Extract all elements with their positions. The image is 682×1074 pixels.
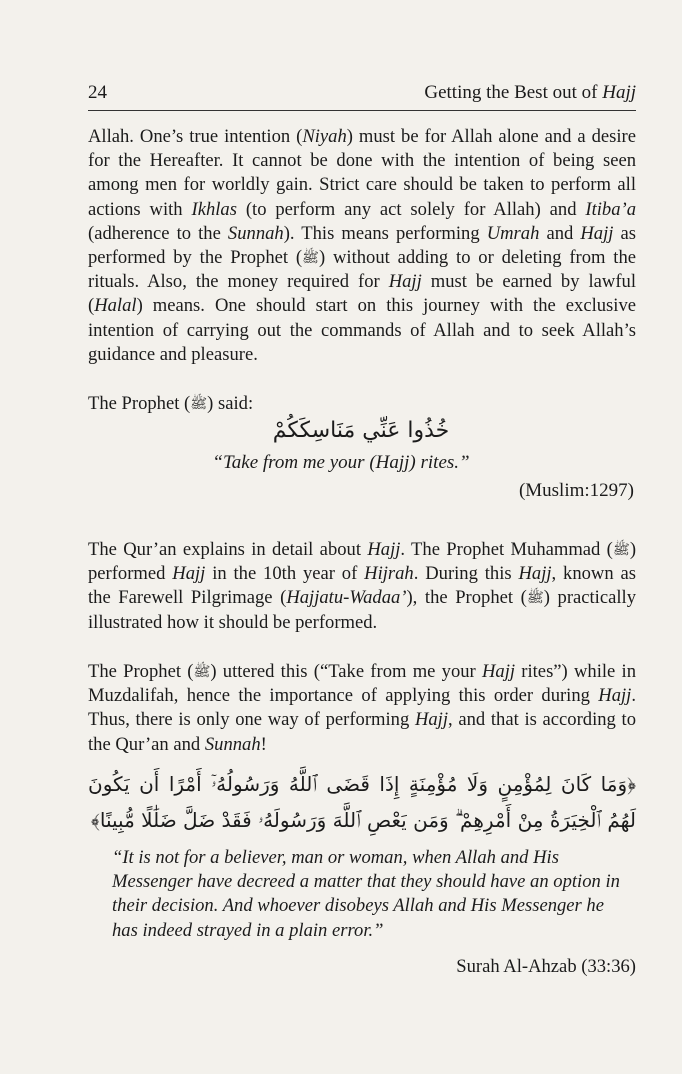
paragraph-text: The Qur’an explains in detail about Hajj. The Prophet Muhammad (ﷺ) performed Hajj in the 10th year of Hijrah. During this Hajj, known as the Farewell Pilgrimage (Hajjatu-Wadaa’), the Prophet (ﷺ) practically illustrated how it should be performed. — [88, 539, 637, 633]
italic-term: Itiba’a — [585, 198, 636, 220]
header-rule — [88, 110, 636, 111]
italic-term: Halal — [94, 295, 137, 317]
italic-term: Hajj — [414, 709, 448, 731]
paragraph-quran-explains — [88, 538, 636, 635]
salutation-glyph: ﷺ — [190, 396, 208, 412]
hadith-source: (Muslim:1297) — [518, 480, 634, 501]
paragraph-text: The Prophet (ﷺ) uttered this (“Take from me your Hajj rites”) while in Muzdalifah, hence the importance of applying this order during Hajj. Thus, there is only one way of performing Hajj, and that is according to the Qur’an and Sunnah! — [88, 661, 636, 755]
paragraph-text: The Prophet (ﷺ) said: — [88, 393, 254, 414]
salutation-glyph: ﷺ — [612, 542, 630, 558]
paragraph-text: Allah. One’s true intention (Niyah) must be for Allah alone and a desire for the Hereafter. It cannot be done with the intention of being seen among men for worldly gain. Strict care should be taken to perform all actions with Ikhlas (to perform any act solely for Allah) and Itiba’a (adherence to the Sunnah). This means performing Umrah and Hajj as performed by the Prophet (ﷺ) without adding to or deleting from the rituals. Also, the money required for Hajj must be earned by lawful (Halal) means. One should start on this journey with the exclusive intention of carrying out the commands of Allah and to seek Allah’s guidance and pleasure. — [88, 126, 637, 365]
italic-term: Sunnah — [204, 733, 261, 755]
salutation-glyph: ﷺ — [302, 250, 319, 267]
salutation-glyph: ﷺ — [526, 590, 544, 607]
paragraph-intention — [88, 125, 636, 367]
italic-term: Hajj — [481, 661, 516, 682]
italic-term: Hajj — [518, 563, 552, 585]
italic-term: Hijrah — [364, 563, 414, 585]
italic-term: Hajj — [388, 271, 422, 293]
paragraph-muzdalifah — [88, 660, 636, 757]
italic-term: Hajj — [580, 222, 614, 244]
page-number: 24 — [88, 82, 107, 103]
italic-term: Niyah — [302, 126, 347, 147]
italic-term: Hajj — [598, 685, 632, 707]
ayah-arabic: ﴿وَمَا كَانَ لِمُؤْمِنٍ وَلَا مُؤْمِنَةٍ إِذَا قَضَى ٱللَّهُ وَرَسُولُهُۥٓ أَمْرًا أَن يَكُونَ لَهُمُ ٱلْخِيَرَةُ مِنْ أَمْرِهِمْ ۗ وَمَن يَعْصِ ٱللَّهَ وَرَسُولَهُۥ فَقَدْ ضَلَّ ضَلَٰلًا مُّبِينًا﴾ — [88, 772, 636, 832]
italic-term: Umrah — [486, 222, 540, 244]
prophet-said-line — [88, 392, 636, 416]
page-header — [88, 82, 636, 104]
salutation-glyph: ﷺ — [193, 664, 211, 680]
italic-term: Hajj — [172, 563, 206, 585]
italic-term: Ikhlas — [191, 198, 237, 220]
italic-term: Hajj — [367, 539, 401, 560]
ayah-translation: “It is not for a believer, man or woman, when Allah and His Messenger have decreed a matter that they should have an option in their decision. And whoever disobeys Allah and His Messenger he has indeed strayed in a plain error.” — [112, 847, 620, 941]
italic-term: Hajjatu-Wadaa’ — [286, 587, 407, 609]
ayah-source: Surah Al-Ahzab (33:36) — [456, 956, 636, 977]
italic-term: Sunnah — [227, 222, 284, 244]
hadith-arabic: خُذُوا عَنِّي مَنَاسِكَكُمْ — [272, 418, 450, 443]
running-title: Getting the Best out of Hajj — [424, 82, 636, 103]
hadith-translation: “Take from me your (Hajj) rites.” — [212, 452, 470, 473]
